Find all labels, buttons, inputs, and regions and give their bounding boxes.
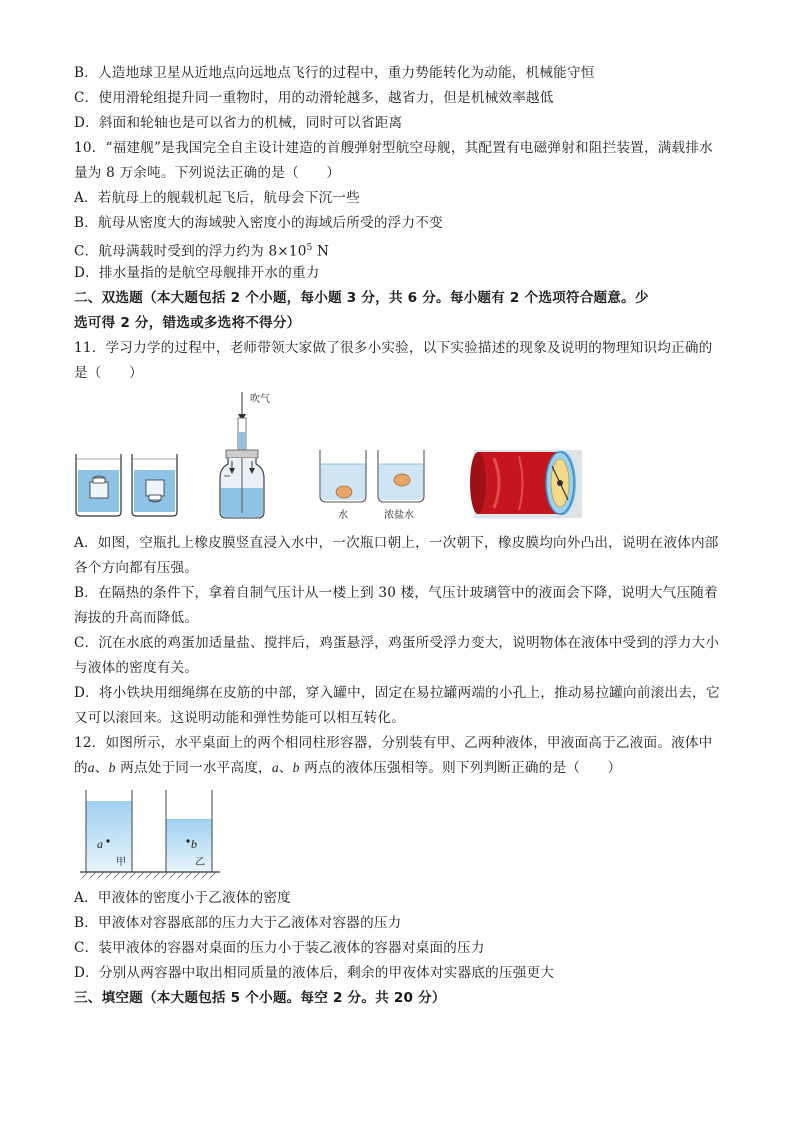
q12-figure-svg bbox=[80, 788, 220, 880]
point-a-label: a bbox=[97, 837, 103, 851]
q12-var-b: b bbox=[108, 760, 116, 775]
section2-heading-line2: 选可得 2 分，错选或多选将不得分） bbox=[74, 315, 301, 331]
q10-option-c-text: C．航母满载时受到的浮力约为 8×10 bbox=[74, 243, 307, 260]
beaker-1-rubber-film-up bbox=[76, 454, 121, 516]
q10-stem-line2: 量为 8 万余吨。下列说法正确的是（ ） bbox=[74, 165, 341, 181]
q12-stem-line1: 12．如图所示，水平桌面上的两个相同柱形容器，分别装有甲、乙两种液体，甲液面高于乙液面。液体中 bbox=[74, 735, 713, 751]
water-label: 水 bbox=[338, 510, 348, 521]
q11-figures-svg bbox=[74, 388, 594, 523]
point-a-dot bbox=[106, 839, 109, 842]
egg-in-water-beaker bbox=[320, 450, 366, 502]
q11-option-a-line1: A．如图，空瓶扎上橡皮膜竖直浸入水中，一次瓶口朝上，一次朝下，橡皮膜均向外凸出，说明在液体内部 bbox=[74, 535, 719, 551]
q11-stem-line2: 是（ ） bbox=[74, 365, 143, 381]
q10-option-d: D．排水量指的是航空母舰排开水的重力 bbox=[74, 265, 320, 281]
q11-option-b-line2: 海拔的升高而降低。 bbox=[74, 610, 199, 626]
q11-option-d-line2: 又可以滚回来。这说明动能和弹性势能可以相互转化。 bbox=[74, 710, 406, 726]
q10-option-c bbox=[74, 238, 734, 262]
point-b-label: b bbox=[191, 837, 197, 851]
egg-in-brine-beaker bbox=[378, 450, 424, 502]
q12-option-d: D．分别从两容器中取出相同质量的液体后，剩余的甲夜体对实器底的压强更大 bbox=[74, 965, 555, 981]
q12-text: 两点的液体压强相等。则下列判断正确的是（ ） bbox=[299, 760, 622, 776]
section3-heading: 三、填空题（本大题包括 5 个小题。每空 2 分。共 20 分） bbox=[74, 990, 446, 1006]
rolling-can bbox=[470, 450, 582, 518]
q11-stem-line1: 11．学习力学的过程中，老师带领大家做了很多小实验，以下实验描述的现象及说明的物理知识均正确的 bbox=[74, 340, 713, 356]
q10-option-a: A．若航母上的舰载机起飞后，航母会下沉一些 bbox=[74, 190, 360, 206]
q11-figures bbox=[74, 388, 594, 523]
q11-option-b-line1: B．在隔热的条件下，拿着自制气压计从一楼上到 30 楼，气压计玻璃管中的液面会下降，说明大气压随着 bbox=[74, 585, 718, 601]
yi-label: 乙 bbox=[195, 857, 205, 868]
q12-var-a: a bbox=[271, 760, 279, 775]
q10-stem-line1: 10．“福建舰”是我国完全自主设计建造的首艘弹射型航空母舰，其配置有电磁弹射和阻拦装置，满载排水 bbox=[74, 140, 713, 156]
q12-figure bbox=[80, 788, 220, 880]
liquid-yi bbox=[166, 819, 212, 872]
q12-text: 的 bbox=[74, 760, 88, 776]
jia-label: 甲 bbox=[116, 857, 126, 868]
q11-option-a-line2: 各个方向都有压强。 bbox=[74, 560, 199, 576]
blow-label: 吹气 bbox=[250, 394, 270, 405]
q12-stem-line2 bbox=[74, 758, 734, 778]
q12-option-a: A．甲液体的密度小于乙液体的密度 bbox=[74, 890, 291, 906]
self-made-barometer bbox=[220, 392, 264, 518]
brine-label: 浓盐水 bbox=[384, 510, 414, 521]
q11-option-c-line1: C．沉在水底的鸡蛋加适量盐、搅拌后，鸡蛋悬浮，鸡蛋所受浮力变大，说明物体在液体中受到的浮力大小 bbox=[74, 635, 720, 651]
point-b-dot bbox=[186, 839, 189, 842]
q9-option-c: C．使用滑轮组提升同一重物时，用的动滑轮越多，越省力，但是机械效率越低 bbox=[74, 90, 554, 106]
q9-option-d: D．斜面和轮轴也是可以省力的机械，同时可以省距离 bbox=[74, 115, 403, 131]
q12-text: 、 bbox=[278, 760, 293, 776]
q9-option-b: B．人造地球卫星从近地点向远地点飞行的过程中，重力势能转化为动能，机械能守恒 bbox=[74, 65, 595, 81]
q12-option-b: B．甲液体对容器底部的压力大于乙液体对容器的压力 bbox=[74, 915, 402, 931]
q10-option-c-exponent: 5 bbox=[306, 243, 313, 253]
q10-option-c-unit: N bbox=[312, 243, 330, 260]
q10-option-b: B．航母从密度大的海域驶入密度小的海域后所受的浮力不变 bbox=[74, 215, 443, 231]
beaker-2-rubber-film-down bbox=[132, 454, 177, 516]
q11-option-d-line1: D．将小铁块用细绳绑在皮筋的中部，穿入罐中，固定在易拉罐两端的小孔上，推动易拉罐向前滚出去，它 bbox=[74, 685, 720, 701]
section2-heading-line1: 二、双选题（本大题包括 2 个小题，每小题 3 分，共 6 分。每小题有 2 个选项符合题意。少 bbox=[74, 290, 649, 306]
q12-text: 两点处于同一水平高度， bbox=[115, 760, 272, 776]
q12-var-b: b bbox=[292, 760, 300, 775]
q11-option-c-line2: 与液体的密度有关。 bbox=[74, 660, 199, 676]
q12-text: 、 bbox=[94, 760, 109, 776]
q12-var-a: a bbox=[87, 760, 95, 775]
q12-option-c: C．装甲液体的容器对桌面的压力小于装乙液体的容器对桌面的压力 bbox=[74, 940, 485, 956]
